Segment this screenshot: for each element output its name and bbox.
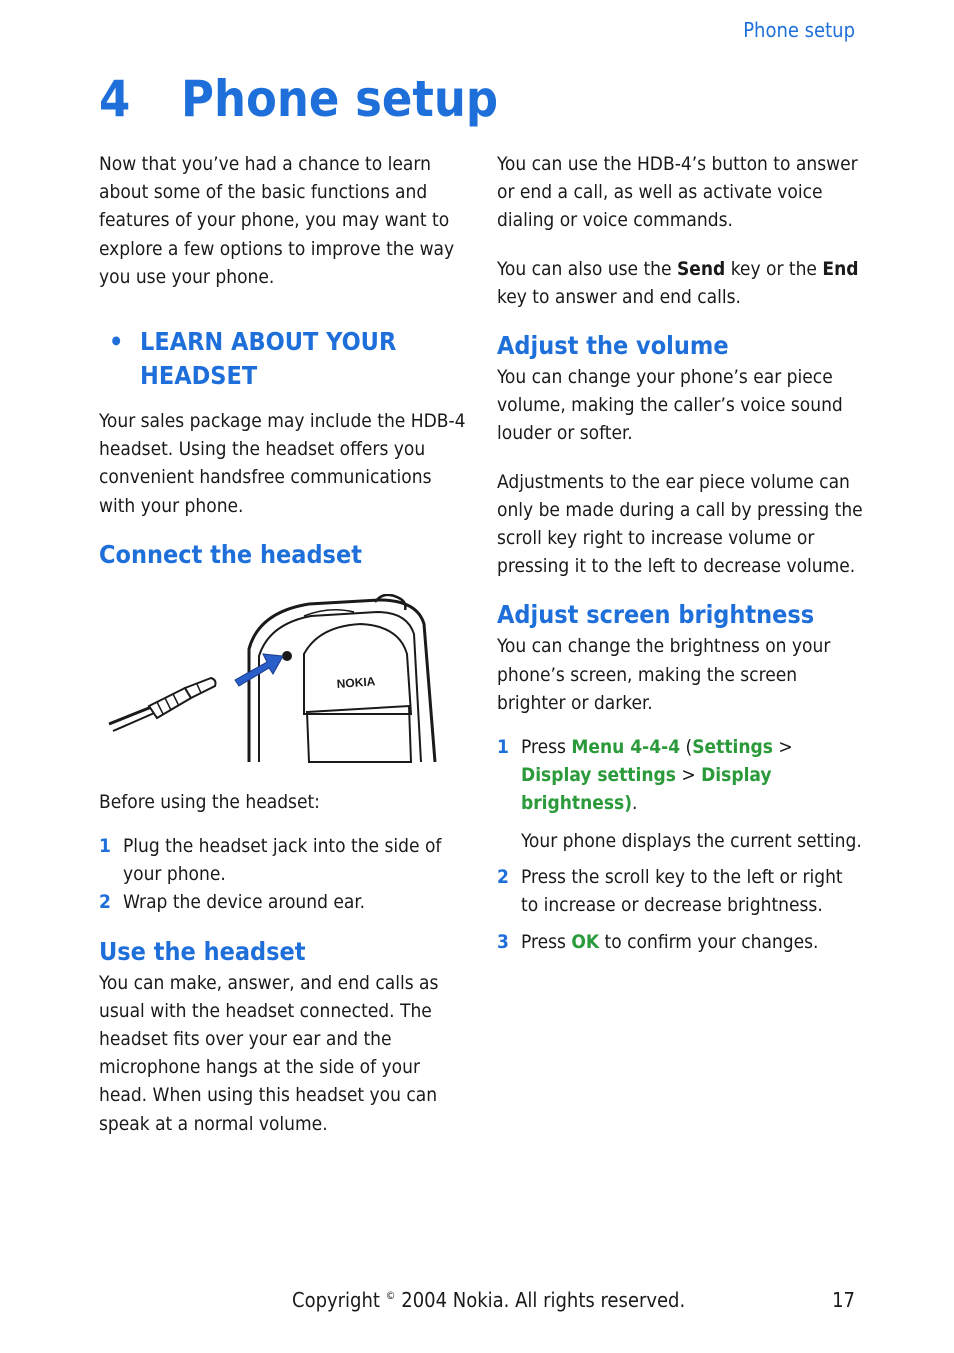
volume-paragraph-1: You can change your phone’s ear piece volume, making the caller’s voice sound louder or softer.: [497, 366, 843, 445]
end-key-label: End: [822, 257, 859, 280]
chapter-title-text: Phone setup: [181, 70, 499, 128]
step-number: 3: [497, 931, 509, 954]
display-settings-label: Display settings: [521, 764, 676, 787]
text-run: key or the: [725, 257, 823, 280]
page-number: 17: [832, 1288, 855, 1312]
intro-paragraph: Now that you’ve had a chance to learn about some of the basic functions and features of your phone, you may want to explore a few options to improve the way you use your phone.: [99, 153, 455, 288]
headset-phone-illustration: [99, 594, 439, 772]
step-sub-text: Your phone displays the current setting.: [521, 829, 862, 852]
nokia-logo: NOKIA: [336, 674, 376, 691]
text-run: You can also use the: [497, 257, 677, 280]
list-item: [497, 863, 865, 919]
step-number: 2: [99, 891, 111, 914]
list-item: [99, 832, 471, 888]
use-headset-heading: Use the headset: [99, 936, 306, 966]
text-run: key to answer and end calls.: [497, 285, 741, 308]
right-column: [497, 150, 865, 956]
headset-plug: [149, 688, 191, 718]
hdb-button-paragraph: You can use the HDB-4’s button to answer or end a call, as well as activate voice dialing or voice commands.: [497, 153, 858, 232]
volume-paragraph-2: Adjustments to the ear piece volume can only be made during a call by pressing the scroll key right to increase volume or pressing it to the left to decrease volume.: [497, 470, 863, 578]
headset-plug-tip: [185, 678, 216, 698]
running-header: Phone setup: [743, 18, 855, 42]
text-run: Press: [521, 736, 572, 759]
step-text: Press the scroll key to the left or right to increase or decrease brightness.: [521, 865, 843, 917]
step-number: 1: [99, 835, 111, 858]
send-end-paragraph: [497, 255, 865, 311]
text-run: .: [632, 792, 638, 815]
step-number: 2: [497, 865, 509, 888]
text-run: to confirm your changes.: [599, 931, 819, 954]
text-run: >: [675, 764, 702, 787]
display-brightness-label: Display brightness): [521, 764, 772, 815]
connect-headset-heading: Connect the headset: [99, 539, 362, 569]
step-number: 1: [497, 736, 509, 759]
copyright-footer: [292, 1288, 685, 1312]
text-run: Copyright: [292, 1288, 386, 1312]
text-run: (: [680, 736, 693, 759]
ok-key-label: OK: [571, 931, 600, 954]
section-heading-text: LEARN ABOUT YOUR HEADSET: [140, 327, 397, 391]
before-using-text: Before using the headset:: [99, 790, 320, 813]
chapter-title: [99, 68, 498, 130]
connect-steps-list: [99, 832, 471, 917]
settings-label: Settings: [692, 736, 773, 759]
left-column: [99, 150, 471, 1138]
list-item: [99, 888, 471, 916]
bullet-icon: •: [109, 327, 124, 357]
phone-faceplate: [304, 624, 411, 714]
text-run: >: [772, 736, 793, 759]
list-item: [497, 733, 865, 855]
text-run: Press: [521, 931, 572, 954]
use-headset-paragraph: You can make, answer, and end calls as usual with the headset connected. The headset fits over your ear and the microphone hangs at the side of your head. When using this headset you can speak at a normal volume.: [99, 971, 439, 1135]
send-key-label: Send: [676, 257, 726, 280]
step-text: Wrap the device around ear.: [123, 891, 366, 914]
list-item: [497, 928, 865, 956]
chapter-number: 4: [99, 70, 131, 128]
step-text: Plug the headset jack into the side of your phone.: [123, 835, 442, 886]
text-run: 2004 Nokia. All rights reserved.: [395, 1288, 686, 1312]
menu-path-label: Menu 4-4-4: [571, 736, 681, 759]
brightness-steps-list: [497, 733, 865, 956]
adjust-volume-heading: Adjust the volume: [497, 331, 729, 361]
brightness-paragraph: You can change the brightness on your phone’s screen, making the screen brighter or darker.: [497, 635, 831, 714]
section-heading-learn-headset: [99, 325, 471, 393]
headset-intro-paragraph: Your sales package may include the HDB-4 headset. Using the headset offers you convenient handsfree communications with your phone.: [99, 410, 466, 517]
copyright-symbol: ©: [385, 1289, 396, 1302]
adjust-brightness-heading: Adjust screen brightness: [497, 600, 815, 630]
